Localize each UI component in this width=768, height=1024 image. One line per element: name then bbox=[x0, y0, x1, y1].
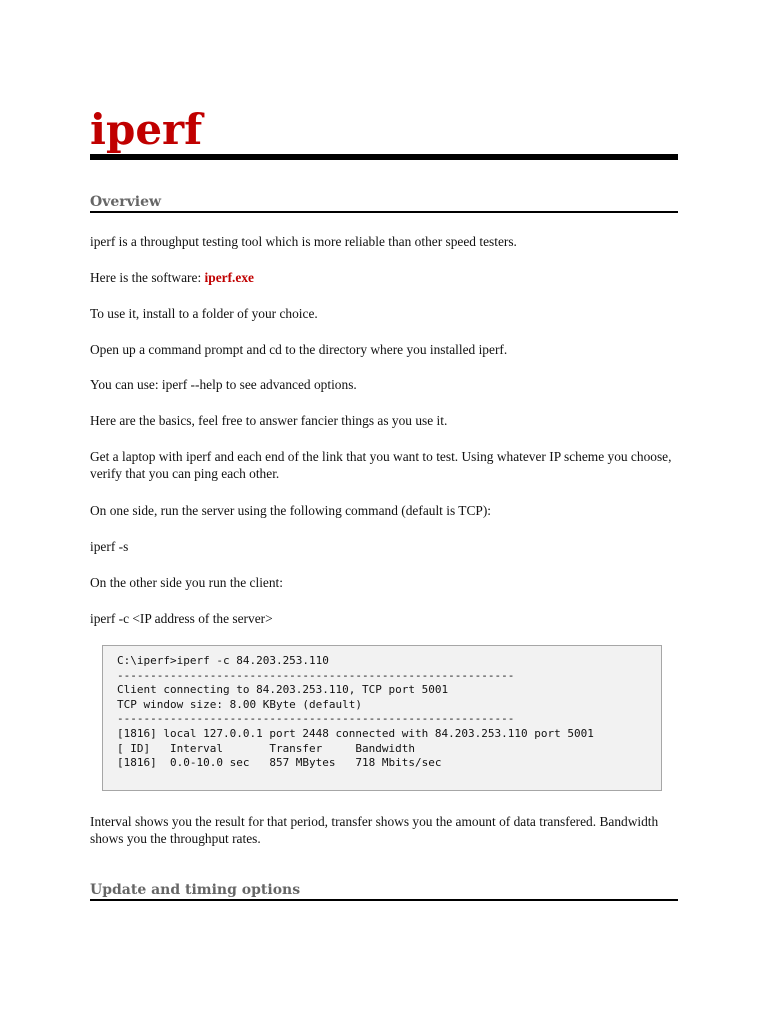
paragraph-command-prompt: Open up a command prompt and cd to the directory where you installed iperf. bbox=[90, 342, 508, 357]
section-divider-update-timing bbox=[90, 899, 678, 901]
paragraph-software bbox=[90, 269, 678, 286]
page-title: iperf bbox=[90, 105, 203, 154]
paragraph-help: You can use: iperf --help to see advanced options. bbox=[90, 377, 357, 392]
paragraph-intro: iperf is a throughput testing tool which is more reliable than other speed testers. bbox=[90, 234, 517, 249]
section-heading-update-timing: Update and timing options bbox=[90, 882, 301, 898]
client-command: iperf -c <IP address of the server> bbox=[90, 611, 273, 626]
paragraph-basics: Here are the basics, feel free to answer fancier things as you use it. bbox=[90, 413, 448, 428]
paragraph-install: To use it, install to a folder of your choice. bbox=[90, 306, 318, 321]
software-label: Here is the software: bbox=[90, 270, 205, 285]
paragraph-interval-explanation: Interval shows you the result for that period, transfer shows you the amount of data transfered. Bandwidth shows you the throughput rates. bbox=[90, 814, 659, 846]
code-output: C:\iperf>iperf -c 84.203.253.110 ------------------------------------------------------------ Client connecting to 84.203.253.110, TCP port 5001 TCP window size: 8.00 KByte (default) ------------------------------------------------------------ [1816] local 127.0.0.1 port 2448 connected with 84.203.253.110 port 5001 [ ID] Interval Transfer Bandwidth [1816] 0.0-10.0 sec 857 MBytes 718 Mbits/sec bbox=[117, 654, 594, 770]
code-block bbox=[102, 645, 662, 791]
server-command: iperf -s bbox=[90, 539, 129, 554]
paragraph-laptop: Get a laptop with iperf and each end of the link that you want to test. Using whatever IP scheme you choose, verify that you can ping each other. bbox=[90, 449, 672, 481]
paragraph-client: On the other side you run the client: bbox=[90, 575, 284, 590]
iperf-download-link[interactable]: iperf.exe bbox=[204, 270, 254, 285]
paragraph-server: On one side, run the server using the following command (default is TCP): bbox=[90, 503, 492, 518]
section-heading-overview: Overview bbox=[90, 194, 162, 210]
title-divider bbox=[90, 154, 678, 160]
section-divider-overview bbox=[90, 211, 678, 213]
